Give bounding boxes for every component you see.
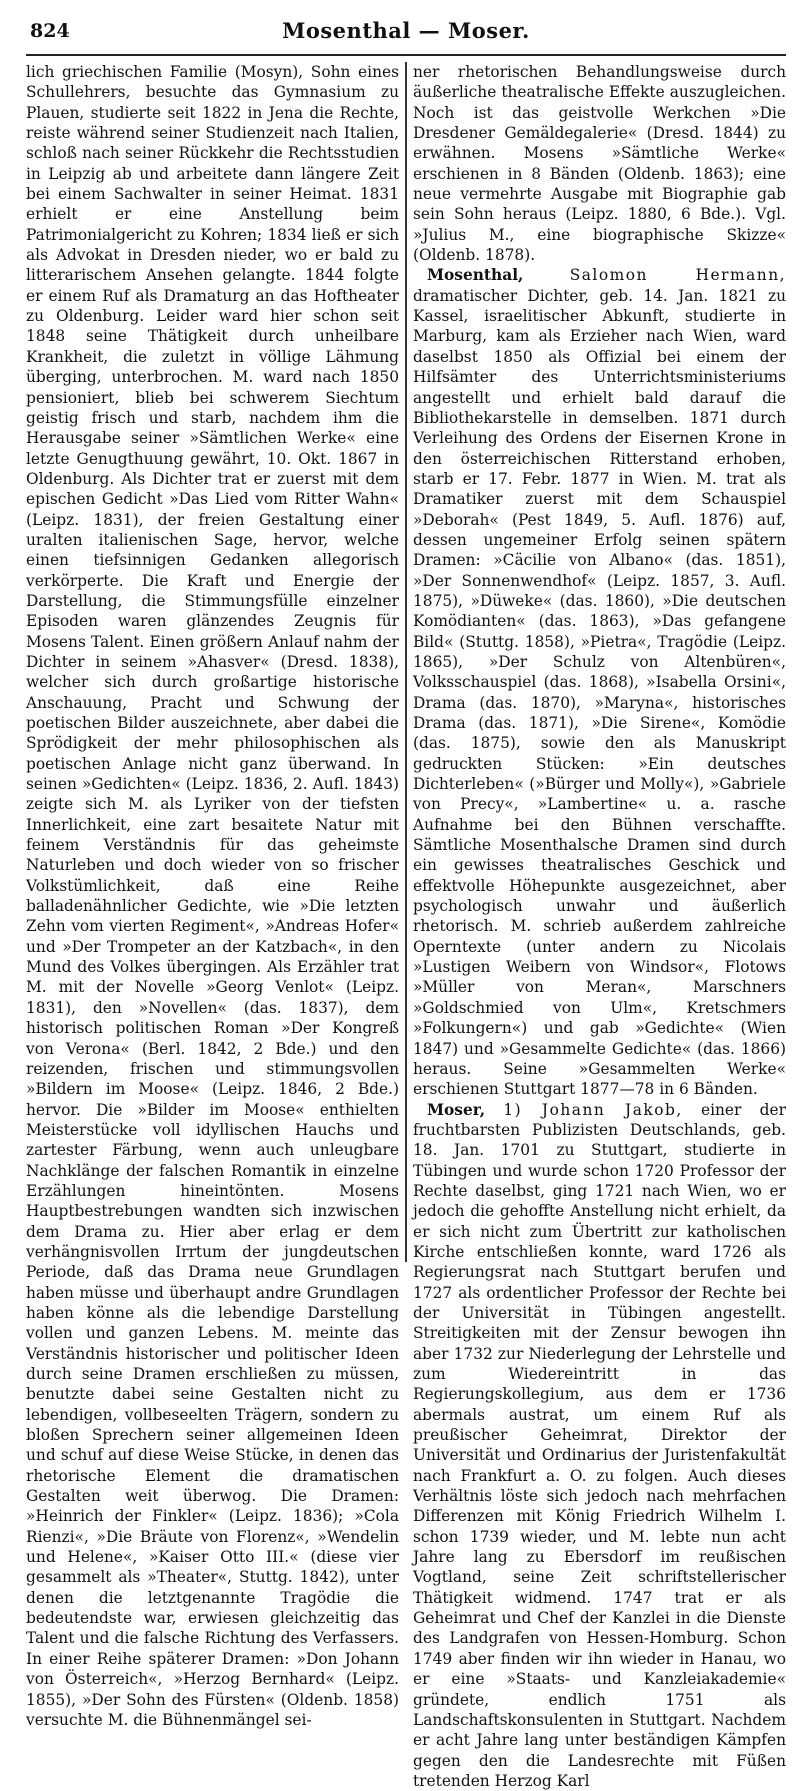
entry-headword: Moser, (426, 1100, 486, 1119)
header-rule (26, 54, 786, 56)
page-number: 824 (30, 20, 70, 42)
entry-moser (413, 1100, 786, 1791)
entry-name: Salomon Hermann, (569, 266, 786, 285)
entry-text: dramatischer Dichter, geb. 14. Jan. 1821 zu Kassel, israelitischer Abkunft, studierte in Marburg, kam als Erzieher nach Wien, ward daselbst 1850 als Offizial bei einem der Hilfsämter des Unterrichtsministeriums angestellt und erhielt bald darauf die Bibliothekarstelle in demselben. 1871 durch Verleihung des Ordens der Eisernen Krone in den österreichischen Ritterstand erhoben, starb er 17. Febr. 1877 in Wien. M. trat als Dramatiker zuerst mit dem Schauspiel »Deborah« (Pest 1849, 5. Aufl. 1876) auf, dessen ungemeiner Erfolg seinen spätern Dramen: »Cäcilie von Albano« (das. 1851), »Der Sonnenwendhof« (Leipz. 1857, 3. Aufl. 1875), »Düweke« (das. 1860), »Die deutschen Komödianten« (das. 1863), »Das gefangene Bild« (Stuttg. 1858), »Pietra«, Tragödie (Leipz. 1865), »Der Schulz von Altenbüren«, Volksschauspiel (das. 1868), »Isabella Orsini«, Drama (das. 1870), »Maryna«, historisches Drama (das. 1871), »Die Sirene«, Komödie (das. 1875), sowie den als Manuskript gedruckten Stücken: »Ein deutsches Dichterleben« (»Bürger und Molly«), »Gabriele von Precy«, »Lambertine« u. a. rasche Aufnahme bei den Bühnen verschaffte. Sämtliche Mosenthalsche Dramen sind durch ein gewisses theatralisches Geschick und effektvolle Höhepunkte ausgezeichnet, aber psychologisch unwahr und äußerlich rhetorisch. M. schrieb außerdem zahlreiche Operntexte (unter andern zu Nicolais »Lustigen Weibern von Windsor«, Flotows »Müller von Meran«, Marschners »Goldschmied von Ulm«, Kretschmers »Folkungern«) und gab »Gedichte« (Wien 1847) und »Gesammelte Gedichte« (das. 1866) heraus. Seine »Gesammelten Werke« erschienen Stuttgart 1877—78 in 6 Bänden. (412, 286, 786, 1099)
page-header (26, 20, 786, 50)
entry-text: einer der fruchtbarsten Publizisten Deutschlands, geb. 18. Jan. 1701 zu Stuttgart, studierte in Tübingen und wurde schon 1720 Professor der Rechte daselbst, ging 1721 nach Wien, wo er jedoch die gehoffte Anstellung nicht erhielt, da er sich nicht zum Übertritt zur katholischen Kirche entschließen konnte, ward 1726 als Regierungsrat nach Stuttgart berufen und 1727 als ordentlicher Professor der Rechte bei der Universität in Tübingen angestellt. Streitigkeiten mit der Zensur bewogen ihn aber 1732 zur Niederlegung der Lehrstelle und zum Wiedereintritt in das Regierungskollegium, aus dem er 1736 abermals austrat, um einem Ruf als preußischer Geheimrat, Direktor der Universität und Ordinarius der Juristenfakultät nach Frankfurt a. O. zu folgen. Auch dieses Verhältnis löste sich jedoch nach mehrfachen Differenzen mit König Friedrich Wilhelm I. schon 1739 wieder, und M. lebte nun acht Jahre lang zu Ebersdorf im reußischen Vogtland, seine Zeit schriftstellerischer Thätigkeit widmend. 1747 trat er als Geheimrat und Chef der Kanzlei in die Dienste des Landgrafen von Hessen-Homburg. Schon 1749 aber finden wir ihn wieder in Hanau, wo er eine »Staats- und Kanzleiakademie« gründete, endlich 1751 als Landschaftskonsulenten in Stuttgart. Nachdem er acht Jahre lang unter beständigen Kämpfen gegen den die Landesrechte mit Füßen tretenden Herzog Karl (412, 1100, 786, 1790)
text-columns (26, 62, 786, 1790)
left-column (26, 62, 400, 1729)
column-divider (405, 62, 407, 1262)
right-column (412, 62, 786, 1790)
running-title: Mosenthal — Moser. (282, 18, 530, 43)
mosen-entry-end: ner rhetorischen Behandlungsweise durch äußerliche theatralische Effekte auszugleichen. Noch ist das geistvolle Werkchen »Die Dresdener Gemäldegalerie« (Dresd. 1844) zu erwähnen. Mosens »Sämtliche Werke« erschienen in 8 Bänden (Oldenb. 1863); eine neue vermehrte Ausgabe mit Biographie gab sein Sohn heraus (Leipz. 1880, 6 Bde.). Vgl. »Julius M., eine biographische Skizze« (Oldenb. 1878). (412, 63, 786, 265)
entry-mosenthal (413, 265, 786, 1099)
entry-name: 1) Johann Jakob, (503, 1100, 683, 1119)
entry-headword: Mosenthal, (426, 266, 524, 285)
mosen-entry-continuation: lich griechischen Familie (Mosyn), Sohn eines Schullehrers, besuchte das Gymnasium zu Plauen, studierte seit 1822 in Jena die Rechte, reiste während seiner Studienzeit nach Italien, schloß nach seiner Rückkehr die Rechtsstudien in Leipzig ab und arbeitete dann längere Zeit bei einem Sachwalter in seiner Heimat. 1831 erhielt er eine Anstellung beim Patrimonialgericht zu Kohren; 1834 ließ er sich als Advokat in Dresden nieder, wo er bald zu litterarischem Ansehen gelangte. 1844 folgte er einem Ruf als Dramaturg an das Hoftheater zu Oldenburg. Leider ward hier schon seit 1848 seine Thätigkeit durch unheilbare Krankheit, die zuletzt in völlige Lähmung überging, unterbrochen. M. ward nach 1850 pensioniert, blieb bei schwerem Siechtum geistig frisch und starb, nachdem ihm die Herausgabe seiner »Sämtlichen Werke« eine letzte Genugthuung gewährt, 10. Okt. 1867 in Oldenburg. Als Dichter trat er zuerst mit dem epischen Gedicht »Das Lied vom Ritter Wahn« (Leipz. 1831), der freien Gestaltung einer uralten italienischen Sage, hervor, welche einen tiefsinnigen Gedanken allegorisch verkörperte. Die Kraft und Energie der Darstellung, die Stimmungsfülle einzelner Episoden waren glänzendes Zeugnis für Mosens Talent. Einen größern Anlauf nahm der Dichter in seinem »Ahasver« (Dresd. 1838), welcher sich durch großartige historische Anschauung, Pracht und Schwung der poetischen Bilder auszeichnete, aber dabei die Sprödigkeit der mehr philosophischen als poetischen Anlage nicht ganz überwand. In seinen »Gedichten« (Leipz. 1836, 2. Aufl. 1843) zeigte sich M. als Lyriker von der tiefsten Innerlichkeit, eine zart besaitete Natur mit feinem Verständnis für das geheimste Naturleben und doch wieder von so frischer Volkstümlichkeit, daß eine Reihe balladenähnlicher Gedichte, wie »Die letzten Zehn vom vierten Regiment«, »Andreas Hofer« und »Der Trompeter an der Katzbach«, in den Mund des Volkes übergingen. Als Erzähler trat M. mit der Novelle »Georg Venlot« (Leipz. 1831), den »Novellen« (das. 1837), dem historisch politischen Roman »Der Kongreß von Verona« (Berl. 1842, 2 Bde.) und den reizenden, frischen und stimmungsvollen »Bildern im Moose« (Leipz. 1846, 2 Bde.) hervor. Die »Bilder im Moose« enthielten Meisterstücke voll idyllischen Hauchs und zartester Färbung, wenn auch unleugbare Nachklänge der falschen Romantik in einzelne Erzählungen hineintönten. Mosens Hauptbestrebungen wandten sich inzwischen dem Drama zu. Hier aber erlag er dem verhängnisvollen Irrtum der jungdeutschen Periode, daß das Drama neue Grundlagen haben müsse und überhaupt andre Grundlagen haben könne als die lebendige Darstellung vollen und ganzen Lebens. M. meinte das Verständnis historischer und politischer Ideen durch seine Dramen erschließen zu müssen, benutzte dabei seine Gestalten nicht zu lebendigen, vollbeseelten Trägern, sondern zu bloßen Sprechern seiner allgemeinen Ideen und schuf auf diese Weise Stücke, in denen das rhetorische Element die dramatischen Gestalten weit überwog. Die Dramen: »Heinrich der Finkler« (Leipz. 1836); »Cola Rienzi«, »Die Bräute von Florenz«, »Wendelin und Helene«, »Kaiser Otto III.« (diese vier gesammelt als »Theater«, Stuttg. 1842), unter denen die letztgenannte Tragödie die bedeutendste war, erwiesen gleichzeitig das Talent und die falsche Richtung des Verfassers. In einer Reihe späterer Dramen: »Don Johann von Österreich«, »Herzog Bernhard« (Leipz. 1855), »Der Sohn des Fürsten« (Oldenb. 1858) versuchte M. die Bühnenmängel sei- (26, 63, 400, 1729)
